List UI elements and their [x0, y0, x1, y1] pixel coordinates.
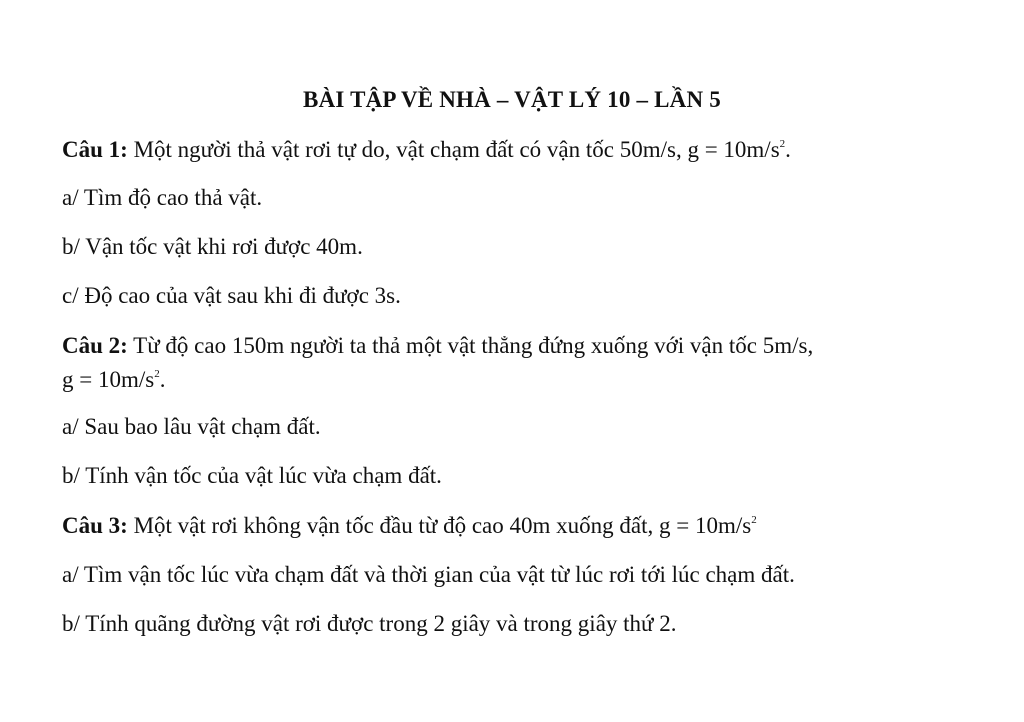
page-title: BÀI TẬP VỀ NHÀ – VẬT LÝ 10 – LẦN 5: [303, 87, 721, 112]
question-2-end: .: [159, 367, 166, 392]
question-2-text: Từ độ cao 150m người ta thả một vật thẳng đứng xuống với vận tốc 5m/s,: [127, 333, 814, 358]
question-2-cont-text: g = 10m/s: [62, 367, 155, 392]
question-2-continued: [62, 364, 992, 396]
question-1-part-c: c/ Độ cao của vật sau khi đi được 3s.: [62, 283, 401, 308]
question-3: [62, 510, 992, 542]
question-1-label: Câu 1:: [62, 137, 128, 162]
question-2-label: Câu 2:: [62, 333, 128, 358]
question-1-exponent: 2: [779, 138, 786, 150]
question-3-text: Một vật rơi không vận tốc đầu từ độ cao 40m xuống đất, g = 10m/s: [127, 513, 752, 538]
question-2-exponent: 2: [154, 368, 160, 380]
question-2-part-a: a/ Sau bao lâu vật chạm đất.: [62, 414, 321, 439]
question-1-text: Một người thả vật rơi tự do, vật chạm đất có vận tốc 50m/s, g = 10m/s: [127, 137, 780, 162]
question-1-end: .: [785, 137, 791, 162]
question-3-part-b: b/ Tính quãng đường vật rơi được trong 2 giây và trong giây thứ 2.: [62, 611, 677, 636]
question-3-exponent: 2: [751, 514, 757, 526]
question-2: [62, 330, 992, 362]
question-1: [62, 134, 992, 166]
question-2-part-b: b/ Tính vận tốc của vật lúc vừa chạm đất.: [62, 463, 442, 488]
question-3-label: Câu 3:: [62, 513, 128, 538]
question-3-part-a: a/ Tìm vận tốc lúc vừa chạm đất và thời gian của vật từ lúc rơi tới lúc chạm đất.: [62, 562, 795, 587]
question-1-part-b: b/ Vận tốc vật khi rơi được 40m.: [62, 234, 363, 259]
question-1-part-a: a/ Tìm độ cao thả vật.: [62, 185, 263, 210]
